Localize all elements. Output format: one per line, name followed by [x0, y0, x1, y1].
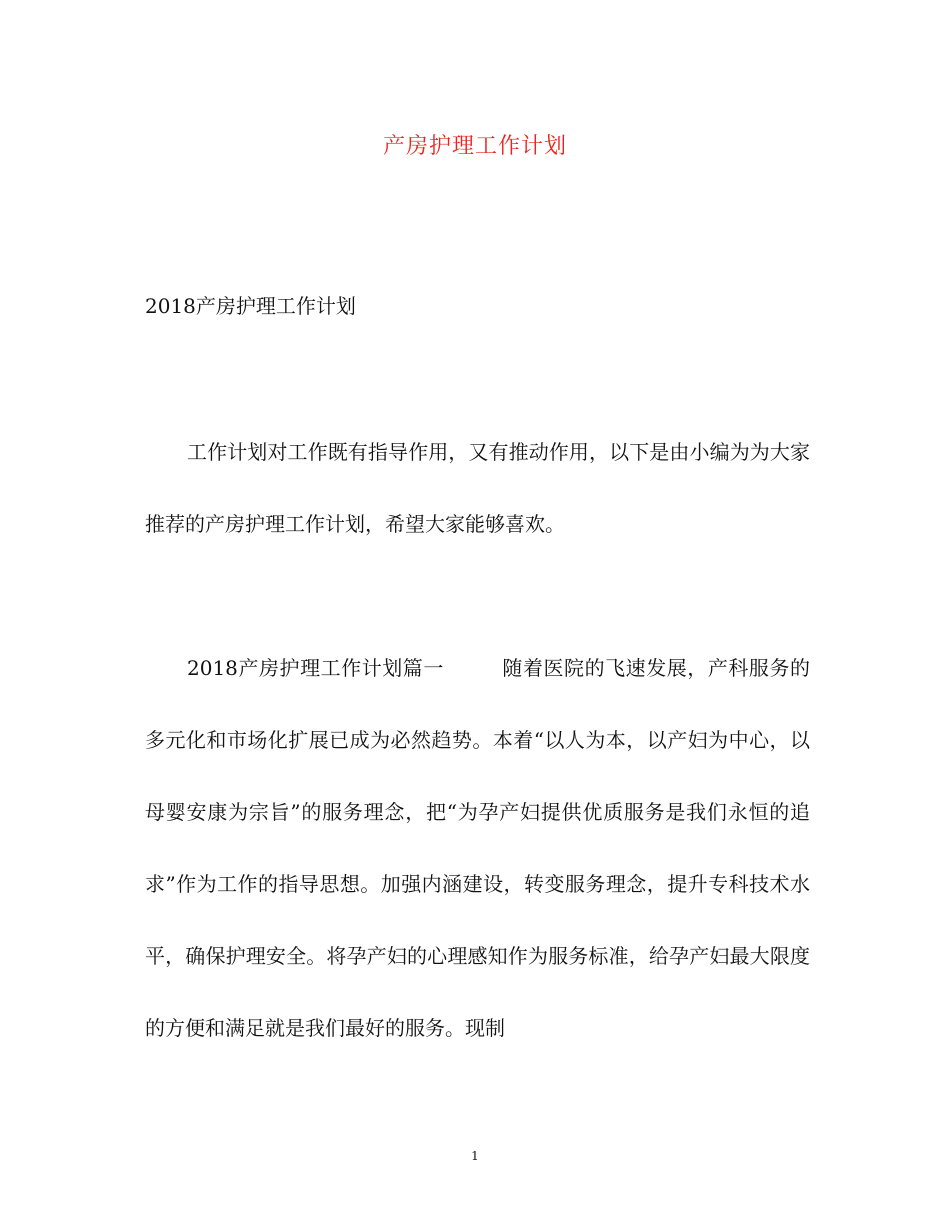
page-number: 1	[471, 1149, 479, 1163]
intro-paragraph: 工作计划对工作既有指导作用，又有推动作用，以下是由小编为为大家推荐的产房护理工作计划，希望大家能够喜欢。	[145, 440, 810, 536]
section-body: 随着医院的飞速发展，产科服务的多元化和市场化扩展已成为必然趋势。本着“以人为本，以产妇为中心，以母婴安康为宗旨”的服务理念，把“为孕产妇提供优质服务是我们永恒的追求”作为工作的指导思想。加强内涵建设，转变服务理念，提升专科技术水平，确保护理安全。将孕产妇的心理感知作为服务标准，给孕产妇最大限度的方便和满足就是我们最好的服务。现制	[145, 656, 811, 1040]
section-heading: 2018产房护理工作计划篇一	[187, 656, 444, 680]
section-paragraph	[145, 632, 810, 1064]
document-title: 产房护理工作计划	[382, 134, 567, 159]
document-subtitle: 2018产房护理工作计划	[145, 294, 356, 318]
